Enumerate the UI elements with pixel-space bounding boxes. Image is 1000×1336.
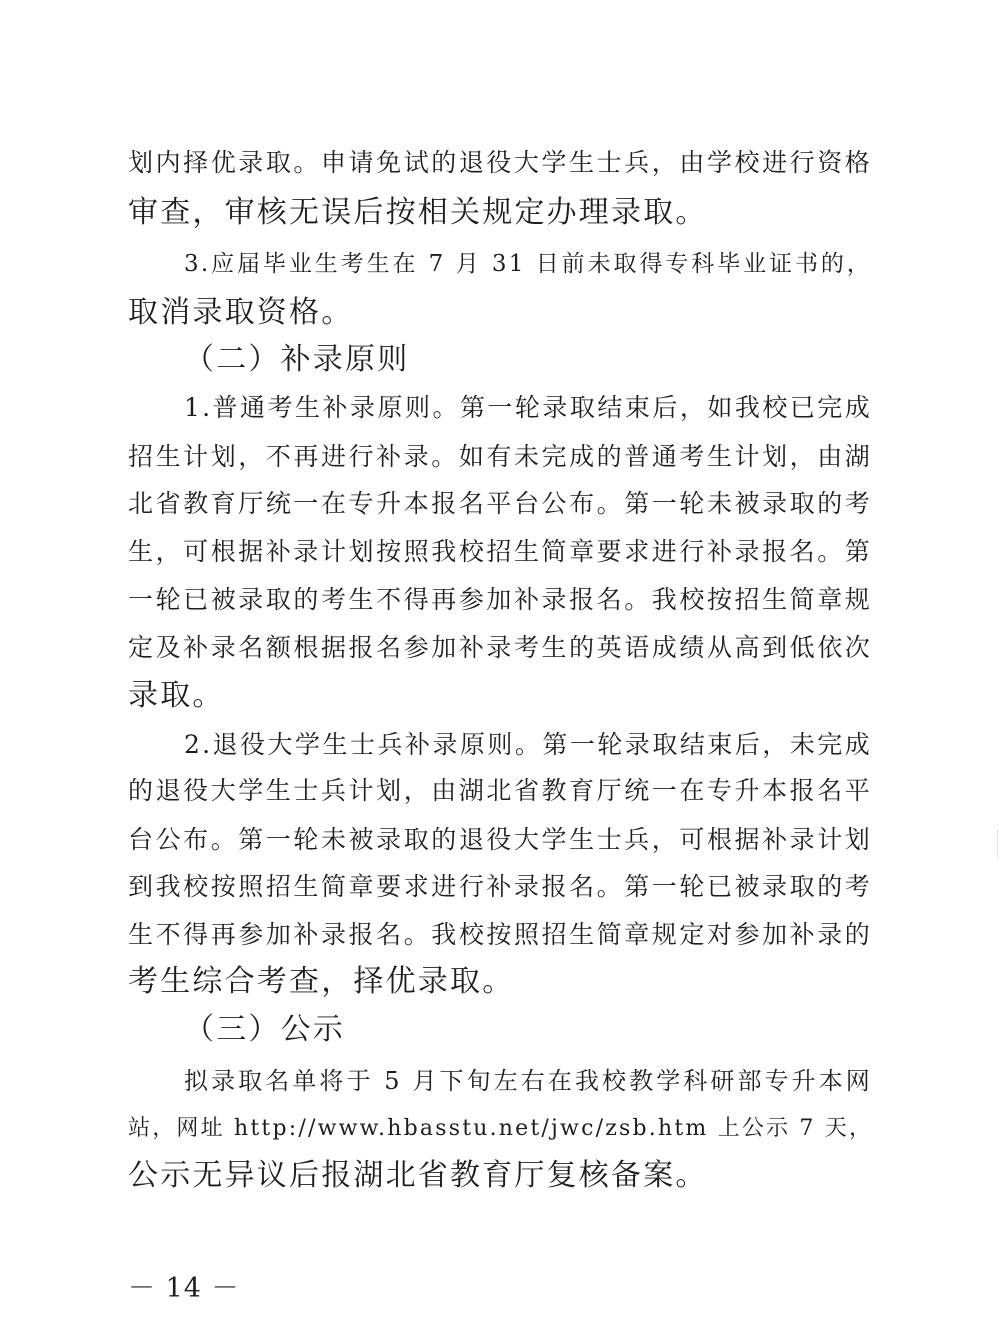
section-heading: （三）公示 [184,1012,345,1047]
body-line: 站，网址 http://www.hbasstu.net/jwc/zsb.htm 上公示 7 天， [128,1116,874,1141]
page-number: － 14 － [128,1273,240,1304]
body-line: 生不得再参加补录报名。我校按照招生简章规定对参加补录的 [128,920,872,949]
body-line: 录取。 [128,678,225,713]
body-line: 拟录取名单将于 5 月下旬左右在我校教学科研部专升本网 [184,1067,872,1095]
body-line: 生，可根据补录计划按照我校招生简章要求进行补录报名。第 [128,537,872,566]
body-line: 定及补录名额根据报名参加补录考生的英语成绩从高到低依次 [128,633,872,662]
section-heading: （二）补录原则 [184,342,410,377]
scan-edge-artifact [993,830,998,860]
body-line: 取消录取资格。 [128,295,354,330]
body-line: 招生计划，不再进行补录。如有未完成的普通考生计划，由湖 [128,442,872,471]
body-line: 1.普通考生补录原则。第一轮录取结束后，如我校已完成 [184,393,872,422]
body-line: 2.退役大学生士兵补录原则。第一轮录取结束后，未完成 [184,730,872,759]
body-line: 北省教育厅统一在专升本报名平台公布。第一轮未被录取的考 [128,489,872,518]
body-line: 的退役大学生士兵计划，由湖北省教育厅统一在专升本报名平 [128,776,872,805]
body-line: 考生综合考查，择优录取。 [128,964,515,999]
body-line: 3.应届毕业生考生在 7 月 31 日前未取得专科毕业证书的， [184,251,872,277]
body-line: 公示无异议后报湖北省教育厅复核备案。 [128,1158,708,1193]
body-line: 一轮已被录取的考生不得再参加补录报名。我校按招生简章规 [128,585,872,614]
body-line: 审查，审核无误后按相关规定办理录取。 [128,195,708,230]
body-line: 到我校按照招生简章要求进行补录报名。第一轮已被录取的考 [128,872,872,901]
body-line: 划内择优录取。申请免试的退役大学生士兵，由学校进行资格 [128,148,872,177]
body-line: 台公布。第一轮未被录取的退役大学生士兵，可根据补录计划 [128,825,872,854]
